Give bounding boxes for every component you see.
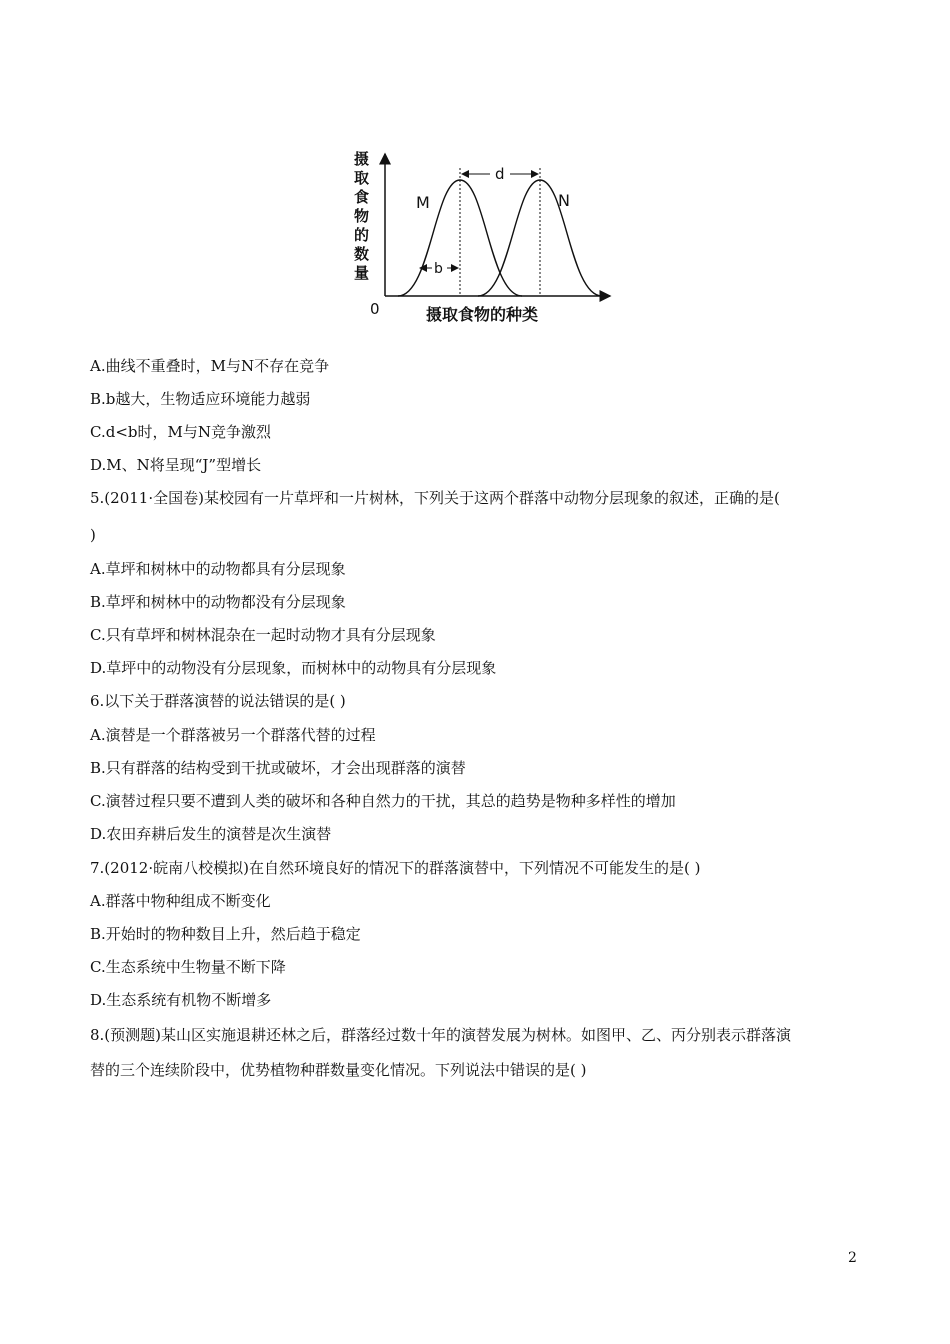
option-5c: C.只有草坪和树林混杂在一起时动物才具有分层现象 [90,626,436,644]
y-axis-label: 摄取食物的数量 [354,150,370,282]
x-axis-label: 摄取食物的种类 [426,305,539,324]
question-5: 5.(2011·全国卷)某校园有一片草坪和一片树林，下列关于这两个群落中动物分层现象的叙述，正确的是( [90,489,780,507]
option-5d: D.草坪中的动物没有分层现象，而树林中的动物具有分层现象 [90,659,497,677]
option-5b: B.草坪和树林中的动物都没有分层现象 [90,593,346,611]
option-4c: C.d<b时，M与N竞争激烈 [90,423,271,441]
option-6b: B.只有群落的结构受到干扰或破坏，才会出现群落的演替 [90,759,466,777]
option-7a: A.群落中物种组成不断变化 [90,892,271,910]
page-number: 2 [848,1250,857,1266]
option-7c: C.生态系统中生物量不断下降 [90,958,286,976]
curve-n-label: N [558,191,570,210]
option-5a: A.草坪和树林中的动物都具有分层现象 [90,560,346,578]
option-6a: A.演替是一个群落被另一个群落代替的过程 [90,726,376,744]
option-4d: D.M、N将呈现“J”型增长 [90,456,262,474]
question-5-close: ) [90,526,96,544]
question-7: 7.(2012·皖南八校模拟)在自然环境良好的情况下的群落演替中，下列情况不可能发生的是( ) [90,859,701,877]
option-7b: B.开始时的物种数目上升，然后趋于稳定 [90,925,361,943]
option-4a: A.曲线不重叠时，M与N不存在竞争 [90,357,330,375]
b-label: b [434,261,443,277]
d-label: d [495,165,505,183]
origin-label: 0 [370,300,380,318]
niche-overlap-diagram [340,148,620,338]
question-8-line2: 替的三个连续阶段中，优势植物种群数量变化情况。下列说法中错误的是( ) [90,1061,587,1079]
question-6: 6.以下关于群落演替的说法错误的是( ) [90,692,346,710]
option-7d: D.生态系统有机物不断增多 [90,991,272,1009]
option-4b: B.b越大，生物适应环境能力越弱 [90,390,311,408]
niche-overlap-figure [340,148,620,338]
option-6c: C.演替过程只要不遭到人类的破坏和各种自然力的干扰，其总的趋势是物种多样性的增加 [90,792,676,810]
option-6d: D.农田弃耕后发生的演替是次生演替 [90,825,332,843]
curve-m-label: M [416,193,430,212]
question-8-line1: 8.(预测题)某山区实施退耕还林之后，群落经过数十年的演替发展为树林。如图甲、乙、丙分别表示群落演 [90,1026,792,1044]
